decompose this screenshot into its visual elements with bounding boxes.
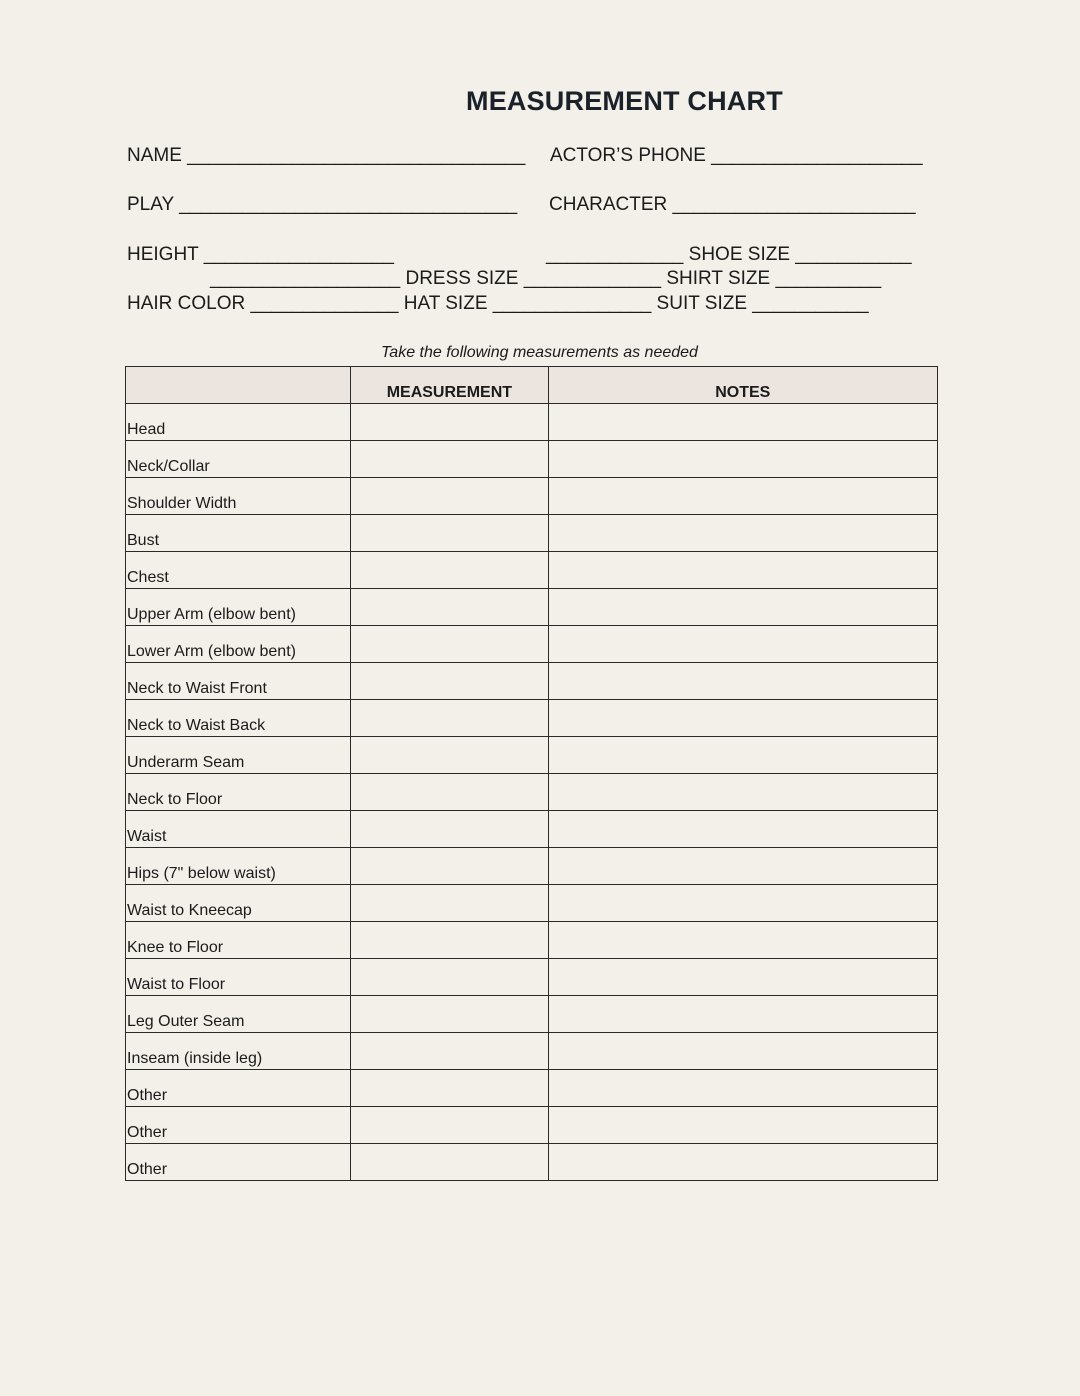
row-label: Waist: [126, 811, 351, 848]
row-label: Lower Arm (elbow bent): [126, 626, 351, 663]
table-row: [126, 922, 938, 959]
notes-cell[interactable]: [548, 441, 938, 478]
row-label: Leg Outer Seam: [126, 996, 351, 1033]
measurement-cell[interactable]: [351, 996, 548, 1033]
measurement-cell[interactable]: [351, 1107, 548, 1144]
measurement-table: [125, 366, 938, 1181]
measurement-cell[interactable]: [351, 737, 548, 774]
table-row: [126, 885, 938, 922]
row-label: Underarm Seam: [126, 737, 351, 774]
notes-cell[interactable]: [548, 515, 938, 552]
row-label: Waist to Floor: [126, 959, 351, 996]
row-label: Chest: [126, 552, 351, 589]
row-label: Neck/Collar: [126, 441, 351, 478]
notes-cell[interactable]: [548, 1070, 938, 1107]
height-field[interactable]: HEIGHT __________________: [127, 244, 394, 265]
table-row: [126, 663, 938, 700]
notes-cell[interactable]: [548, 959, 938, 996]
notes-cell[interactable]: [548, 478, 938, 515]
notes-cell[interactable]: [548, 922, 938, 959]
table-row: [126, 478, 938, 515]
row-label: Knee to Floor: [126, 922, 351, 959]
notes-cell[interactable]: [548, 1033, 938, 1070]
table-header-row: [126, 367, 938, 404]
measurement-cell[interactable]: [351, 663, 548, 700]
notes-cell[interactable]: [548, 848, 938, 885]
notes-cell[interactable]: [548, 1107, 938, 1144]
header-label-column: [126, 367, 351, 404]
measurement-cell[interactable]: [351, 811, 548, 848]
play-field[interactable]: PLAY ________________________________: [127, 194, 518, 215]
notes-cell[interactable]: [548, 589, 938, 626]
measurement-cell[interactable]: [351, 1033, 548, 1070]
hair-hat-suit-field[interactable]: HAIR COLOR ______________ HAT SIZE _______________ SUIT SIZE ___________: [127, 293, 869, 314]
row-label: Upper Arm (elbow bent): [126, 589, 351, 626]
measurement-cell[interactable]: [351, 959, 548, 996]
table-row: [126, 848, 938, 885]
notes-cell[interactable]: [548, 552, 938, 589]
measurement-cell[interactable]: [351, 441, 548, 478]
measurement-cell[interactable]: [351, 1144, 548, 1181]
table-row: [126, 737, 938, 774]
measurement-cell[interactable]: [351, 552, 548, 589]
dress-shirt-size-field[interactable]: __________________ DRESS SIZE _____________ SHIRT SIZE __________: [210, 268, 882, 289]
header-measurement: MEASUREMENT: [351, 367, 548, 404]
table-row: [126, 1107, 938, 1144]
actor-phone-field[interactable]: ACTOR’S PHONE ____________________: [550, 145, 923, 166]
measurement-cell[interactable]: [351, 885, 548, 922]
row-label: Waist to Kneecap: [126, 885, 351, 922]
row-label: Head: [126, 404, 351, 441]
notes-cell[interactable]: [548, 1144, 938, 1181]
measurement-cell[interactable]: [351, 774, 548, 811]
row-label: Hips (7" below waist): [126, 848, 351, 885]
measurement-cell[interactable]: [351, 478, 548, 515]
character-field[interactable]: CHARACTER _______________________: [549, 194, 916, 215]
measurement-cell[interactable]: [351, 626, 548, 663]
row-label: Neck to Waist Front: [126, 663, 351, 700]
table-row: [126, 1144, 938, 1181]
row-label: Neck to Floor: [126, 774, 351, 811]
measurement-cell[interactable]: [351, 700, 548, 737]
measurement-cell[interactable]: [351, 515, 548, 552]
measurement-cell[interactable]: [351, 1070, 548, 1107]
measurement-cell[interactable]: [351, 589, 548, 626]
table-row: [126, 811, 938, 848]
notes-cell[interactable]: [548, 811, 938, 848]
table-row: [126, 515, 938, 552]
instructions-text: Take the following measurements as needed: [381, 344, 698, 361]
shoe-size-field[interactable]: _____________ SHOE SIZE ___________: [546, 244, 912, 265]
row-label: Other: [126, 1070, 351, 1107]
row-label: Inseam (inside leg): [126, 1033, 351, 1070]
table-row: [126, 626, 938, 663]
measurement-cell[interactable]: [351, 922, 548, 959]
row-label: Neck to Waist Back: [126, 700, 351, 737]
table-row: [126, 589, 938, 626]
row-label: Other: [126, 1144, 351, 1181]
row-label: Bust: [126, 515, 351, 552]
row-label: Other: [126, 1107, 351, 1144]
table-row: [126, 700, 938, 737]
row-label: Shoulder Width: [126, 478, 351, 515]
measurement-cell[interactable]: [351, 848, 548, 885]
notes-cell[interactable]: [548, 626, 938, 663]
notes-cell[interactable]: [548, 737, 938, 774]
header-notes: NOTES: [548, 367, 938, 404]
name-field[interactable]: NAME ________________________________: [127, 145, 526, 166]
notes-cell[interactable]: [548, 885, 938, 922]
notes-cell[interactable]: [548, 996, 938, 1033]
table-row: [126, 404, 938, 441]
notes-cell[interactable]: [548, 700, 938, 737]
notes-cell[interactable]: [548, 404, 938, 441]
table-row: [126, 959, 938, 996]
table-row: [126, 1070, 938, 1107]
notes-cell[interactable]: [548, 663, 938, 700]
table-row: [126, 552, 938, 589]
table-row: [126, 996, 938, 1033]
page-title: MEASUREMENT CHART: [466, 86, 783, 116]
table-row: [126, 774, 938, 811]
notes-cell[interactable]: [548, 774, 938, 811]
measurement-cell[interactable]: [351, 404, 548, 441]
table-row: [126, 441, 938, 478]
table-row: [126, 1033, 938, 1070]
